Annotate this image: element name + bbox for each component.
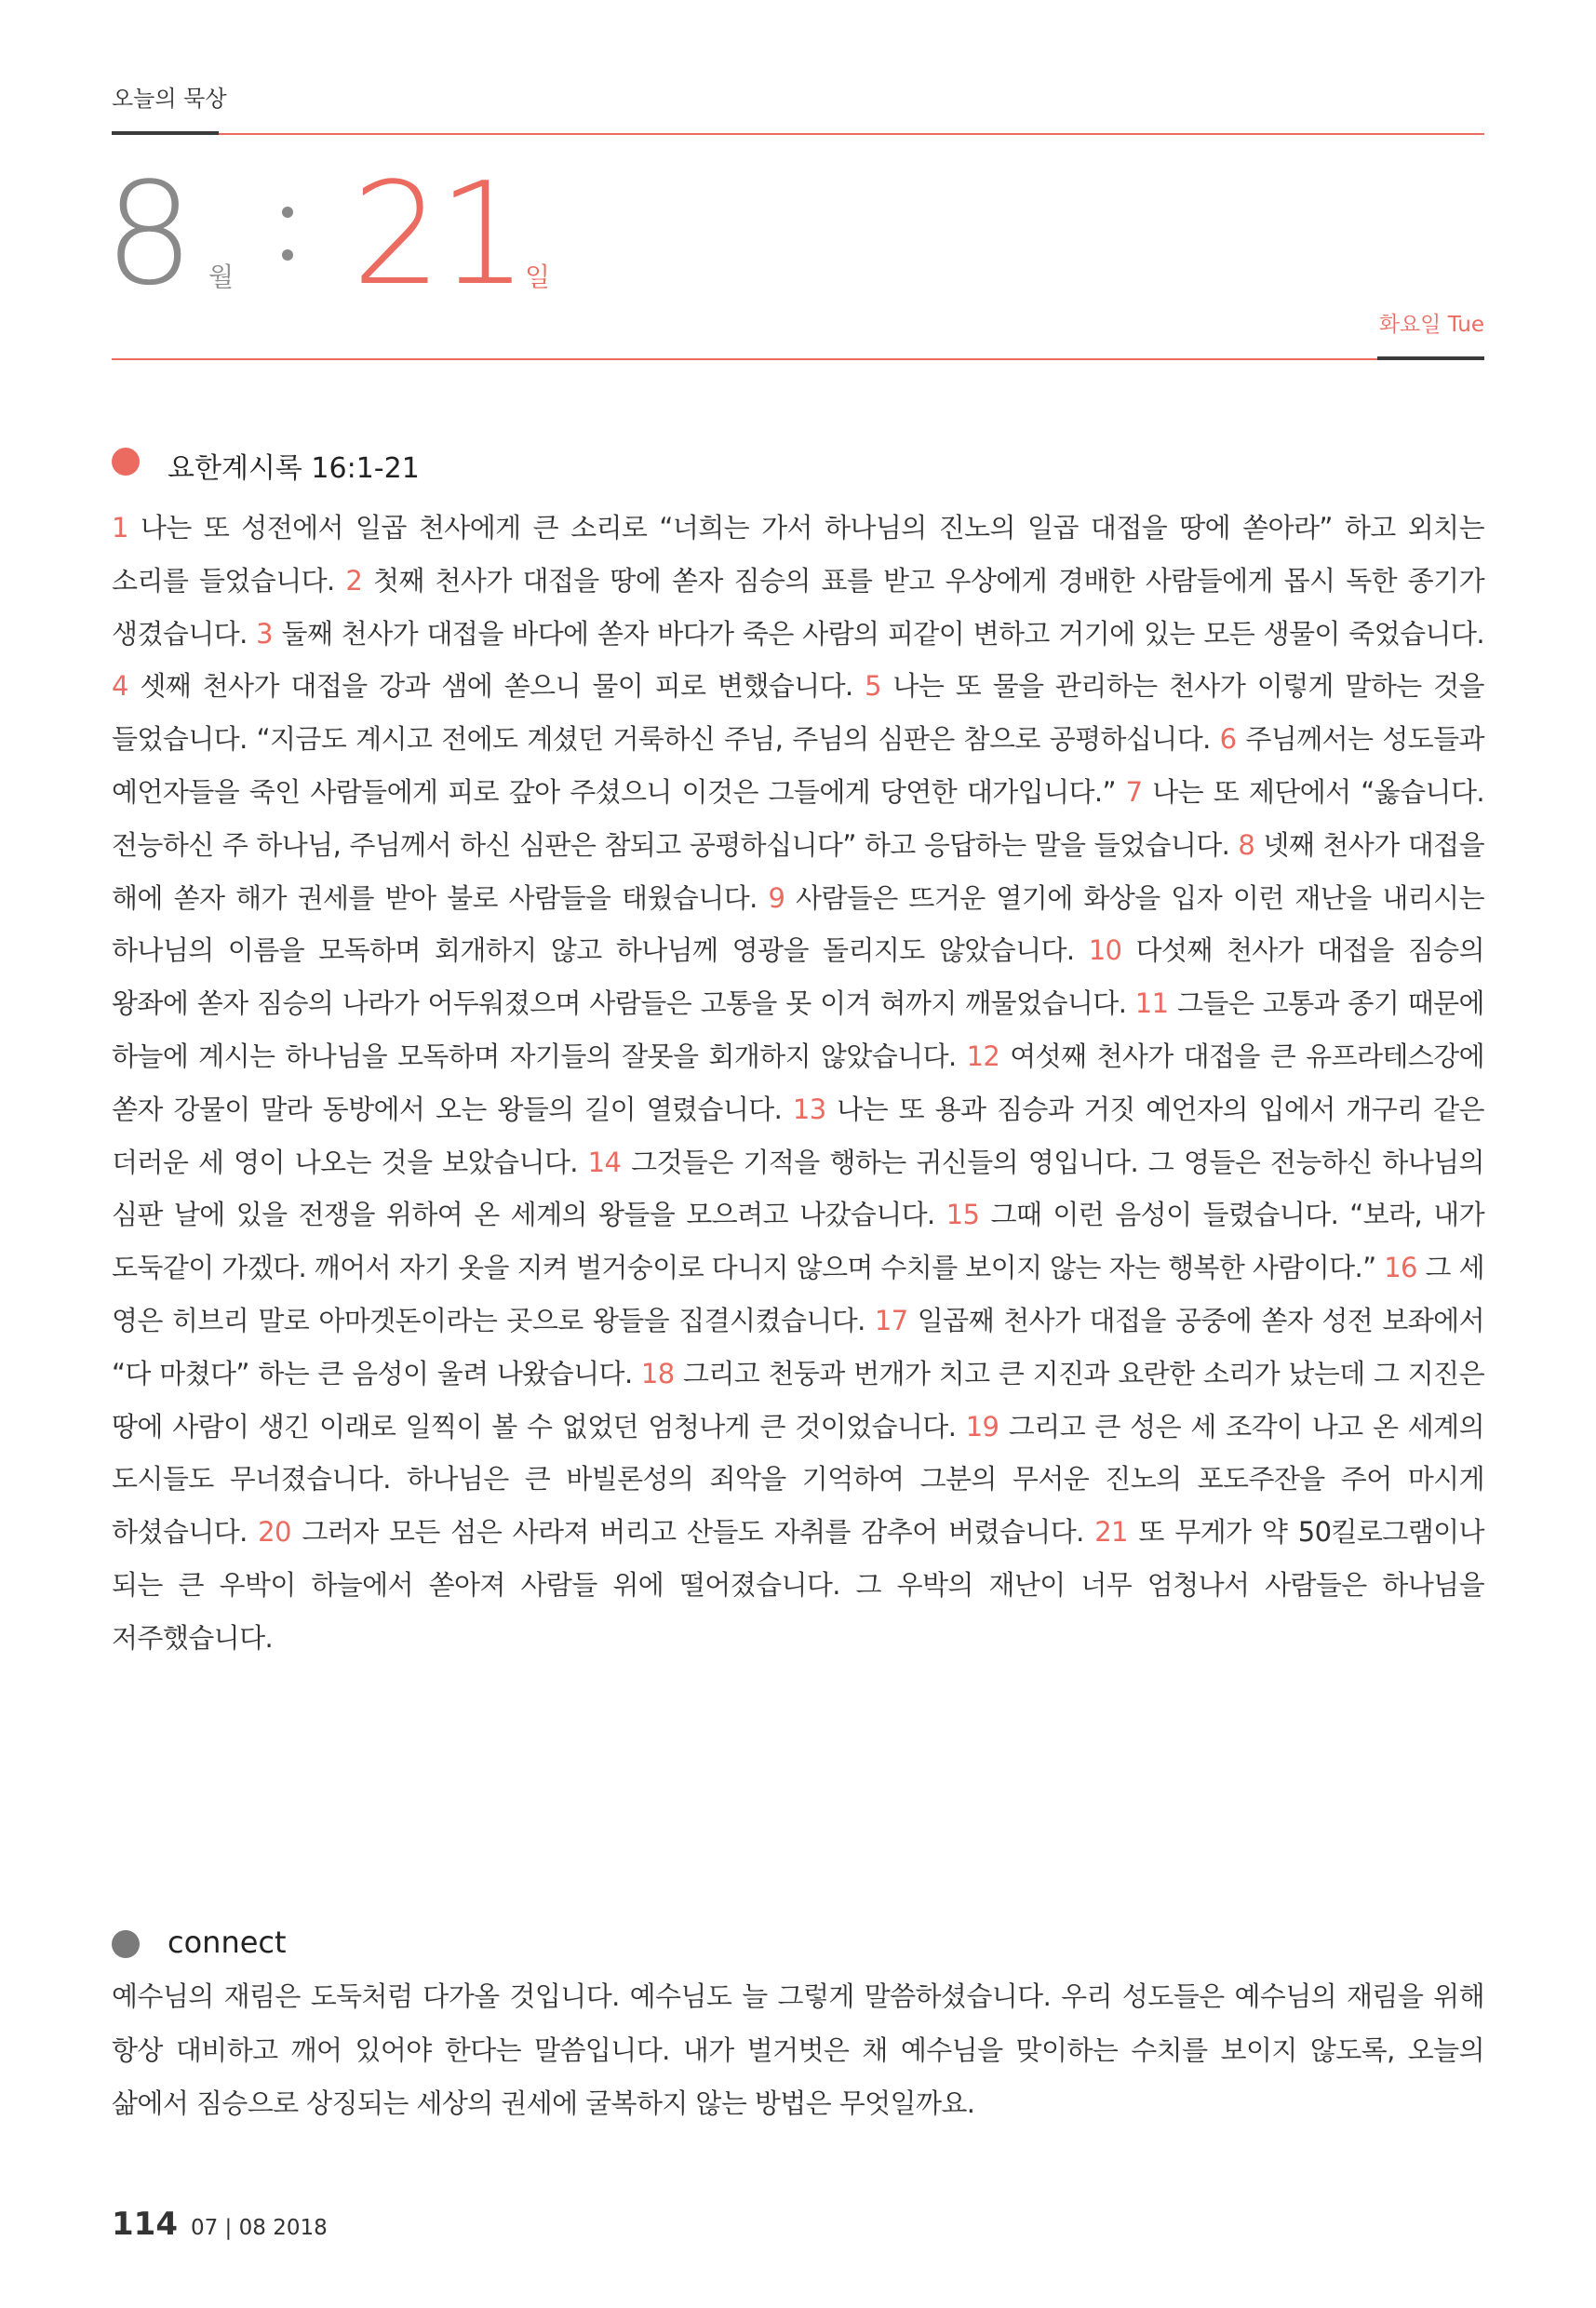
verse-number: 9 xyxy=(768,881,785,914)
page-footer xyxy=(112,2206,328,2243)
verse-text: 그것들은 기적을 행하는 귀신들의 영입니다. 그 영들은 전능하신 하나님의 심판 날에 있을 전쟁을 위하여 온 세계의 왕들을 모으려고 나갔습니다. xyxy=(112,1146,1484,1231)
verse-text: 그리고 천둥과 번개가 치고 큰 지진과 요란한 소리가 났는데 그 지진은 땅에 사람이 생긴 이래로 일찍이 볼 수 없었던 엄청나게 큰 것이었습니다. xyxy=(112,1357,1484,1442)
verse-number: 18 xyxy=(640,1357,675,1389)
verse-text: 그리고 큰 성은 세 조각이 나고 온 세계의 도시들도 무너졌습니다. 하나님은 큰 바빌론성의 죄악을 기억하여 그분의 무서운 진노의 포도주잔을 주어 마시게 하셨습니다. xyxy=(112,1410,1484,1549)
weekday-label: 화요일 Tue xyxy=(1378,313,1484,337)
verse-number: 4 xyxy=(112,670,128,703)
verse-number: 1 xyxy=(112,512,128,543)
verse-text: 또 무게가 약 50킬로그램이나 되는 큰 우박이 하늘에서 쏟아져 사람들 위에 떨어졌습니다. 그 우박의 재난이 너무 엄청나서 사람들은 하나님을 저주했습니다. xyxy=(112,1516,1484,1654)
verse-number: 7 xyxy=(1125,775,1143,808)
verse-text: 여섯째 천사가 대접을 큰 유프라테스강에 쏟자 강물이 말라 동방에서 오는 왕들의 길이 열렸습니다. xyxy=(112,1040,1485,1125)
verse-text: 다섯째 천사가 대접을 짐승의 왕좌에 쏟자 짐승의 나라가 어두워졌으며 사람들은 고통을 못 이겨 혀까지 깨물었습니다. xyxy=(112,934,1484,1020)
verse-number: 6 xyxy=(1219,723,1237,756)
day-number: 21 xyxy=(352,152,525,316)
verse-number: 2 xyxy=(345,564,363,597)
verse-number: 10 xyxy=(1088,934,1122,967)
verse-text: 넷째 천사가 대접을 해에 쏟자 해가 권세를 받아 불로 사람들을 태웠습니다. xyxy=(112,828,1485,914)
verse-text: 나는 또 제단에서 “옳습니다. 전능하신 주 하나님, 주님께서 하신 심판은 참되고 공평하십니다” 하고 응답하는 말을 들었습니다. xyxy=(112,775,1484,861)
issue-date: 07 | 08 2018 xyxy=(190,2216,328,2240)
verse-number: 19 xyxy=(965,1410,999,1442)
top-divider xyxy=(112,133,1484,135)
date-separator-dot xyxy=(282,207,293,218)
verse-number: 3 xyxy=(256,617,274,650)
header-divider xyxy=(112,358,1484,360)
verse-text: 일곱째 천사가 대접을 공중에 쏟자 성전 보좌에서 “다 마쳤다” 하는 큰 음성이 울려 나왔습니다. xyxy=(112,1304,1484,1389)
verse-text: 나는 또 물을 관리하는 천사가 이렇게 말하는 것을 들었습니다. “지금도 계시고 전에도 계셨던 거룩하신 주님, 주님의 심판은 참으로 공평하십니다. xyxy=(112,670,1484,756)
verse-text: 사람들은 뜨거운 열기에 화상을 입자 이런 재난을 내리시는 하나님의 이름을 모독하며 회개하지 않고 하나님께 영광을 돌리지도 않았습니다. xyxy=(112,881,1484,967)
verse-number: 16 xyxy=(1384,1252,1417,1284)
verse-text: 나는 또 용과 짐승과 거짓 예언자의 입에서 개구리 같은 더러운 세 영이 나오는 것을 보았습니다. xyxy=(112,1093,1484,1178)
verse-text: 그러자 모든 섬은 사라져 버리고 산들도 자취를 감추어 버렸습니다. xyxy=(302,1516,1084,1549)
header-divider-accent xyxy=(1377,356,1484,360)
verse-number: 14 xyxy=(587,1146,622,1178)
connect-body: 예수님의 재림은 도둑처럼 다가올 것입니다. 예수님도 늘 그렇게 말씀하셨습니다. 우리 성도들은 예수님의 재림을 위해 항상 대비하고 깨어 있어야 한다는 말씀입니다. 내가 벌거벗은 채 예수님을 맞이하는 수치를 보이지 않도록, 오늘의 삶에서 짐승으로 상징되는 세상의 권세에 굴복하지 않는 방법은 무엇일까요. xyxy=(112,1980,1484,2119)
verse-number: 20 xyxy=(258,1516,291,1549)
month-number: 8 xyxy=(104,152,191,316)
section-label: 오늘의 묵상 xyxy=(112,86,227,112)
page-number: 114 xyxy=(112,2206,178,2243)
top-divider-accent xyxy=(112,131,219,135)
passage-bullet-icon xyxy=(112,448,140,476)
verse-text: 나는 또 성전에서 일곱 천사에게 큰 소리로 “너희는 가서 하나님의 진노의 일곱 대접을 땅에 쏟아라” 하고 외치는 소리를 들었습니다. xyxy=(112,512,1484,597)
verse-text: 그때 이런 음성이 들렸습니다. “보라, 내가 도둑같이 가겠다. 깨어서 자기 옷을 지켜 벌거숭이로 다니지 않으며 수치를 보이지 않는 자는 행복한 사람이다.” xyxy=(112,1199,1485,1284)
verse-number: 11 xyxy=(1134,987,1169,1020)
day-unit: 일 xyxy=(525,262,551,292)
date-separator-dot xyxy=(282,249,293,261)
verse-text: 첫째 천사가 대접을 땅에 쏟자 짐승의 표를 받고 우상에게 경배한 사람들에게 몹시 독한 종기가 생겼습니다. xyxy=(112,564,1484,650)
verse-number: 8 xyxy=(1238,828,1255,861)
connect-title: connect xyxy=(168,1925,287,1960)
passage-body xyxy=(112,502,1484,1665)
verse-number: 5 xyxy=(865,670,881,703)
month-unit: 월 xyxy=(208,262,235,292)
verse-number: 15 xyxy=(946,1199,980,1231)
verse-text: 둘째 천사가 대접을 바다에 쏟자 바다가 죽은 사람의 피같이 변하고 거기에 있는 모든 생물이 죽었습니다. xyxy=(281,617,1484,650)
passage-title: 요한계시록 16:1-21 xyxy=(168,452,420,485)
verse-number: 12 xyxy=(966,1040,1000,1072)
verse-text: 주님께서는 성도들과 예언자들을 죽인 사람들에게 피로 갚아 주셨으니 이것은 그들에게 당연한 대가입니다.” xyxy=(112,723,1484,808)
verse-text: 셋째 천사가 대접을 강과 샘에 쏟으니 물이 피로 변했습니다. xyxy=(140,670,853,703)
verse-text: 그 세 영은 히브리 말로 아마겟돈이라는 곳으로 왕들을 집결시켰습니다. xyxy=(112,1252,1484,1336)
verse-number: 13 xyxy=(792,1093,826,1125)
verse-number: 17 xyxy=(874,1304,908,1336)
connect-bullet-icon xyxy=(112,1930,140,1958)
verse-number: 21 xyxy=(1094,1516,1128,1549)
verse-text: 그들은 고통과 종기 때문에 하늘에 계시는 하나님을 모독하며 자기들의 잘못을 회개하지 않았습니다. xyxy=(112,987,1484,1072)
